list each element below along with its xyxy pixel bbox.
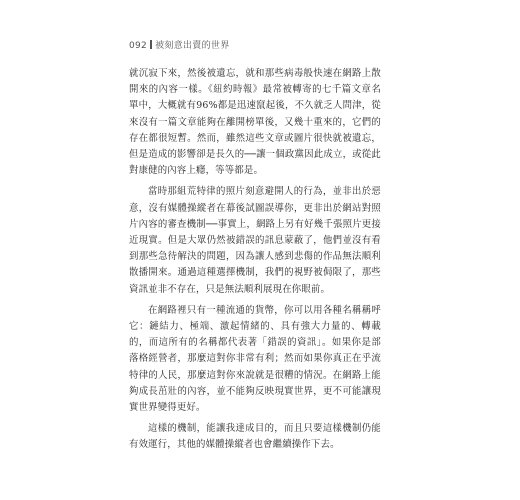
paragraph-3: 在網路裡只有一種流通的貨幣，你可以用各種名稱稱呼它：鏈結力、極端、激起情緒的、具有強大力量的、轉載的，而這所有的名稱都代表著「錯誤的資訊」。如果你是部落格經營者，那麼這對你非常有利；然而如果你真正在乎流特律的人民，那麼這對你來說就是很糟的情況。在網路上能夠成長茁壯的內容，並不能夠反映現實世界，更不可能讓現實世界變得更好。 <box>129 304 381 414</box>
page-body <box>129 66 381 459</box>
page-number: 092 <box>129 41 148 51</box>
paragraph-1: 就沉寂下來，然後被遺忘，就和那些病毒般快速在網路上散開來的內容一樣。《紐約時報》最常被轉寄的七千篇文章名單中，大概就有96%都是迅速竄起後，不久就乏人問津，從來沒有一篇文章能夠在離開榜單後，又幾十重來的，它們的存在都很短暫。然而，雖然這些文章或圖片很快就被遺忘，但是造成的影響卻是長久的──讓一個政黨因此成立，或從此對康健的內容上癮，等等都是。 <box>129 68 381 177</box>
header-divider <box>150 40 152 49</box>
paragraph-2: 當時那組荒特律的照片刻意避開人的行為，並非出於惡意，沒有媒體操縱者在幕後試圖誤導你，更非出於網站對照片內容的審查機制──事實上，網路上另有好幾千張照片更接近現實。但是大眾仍然被錯誤的訊息蒙蔽了，他們並沒有看到那些急待解決的問題，因為讓人感到悲傷的作品無法順利散播開來。通過這種選擇機制，我們的視野被侷限了，那些資訊並非不存在，只是無法順利展現在你眼前。 <box>129 186 381 295</box>
running-header <box>129 38 230 51</box>
book-title: 被刻意出賣的世界 <box>155 41 230 51</box>
paragraph-4: 這樣的機制，能讓我達成目的，而且只要這樣機制仍能有效運行，其他的媒體操縱者也會繼續操作下去。 <box>129 423 381 451</box>
